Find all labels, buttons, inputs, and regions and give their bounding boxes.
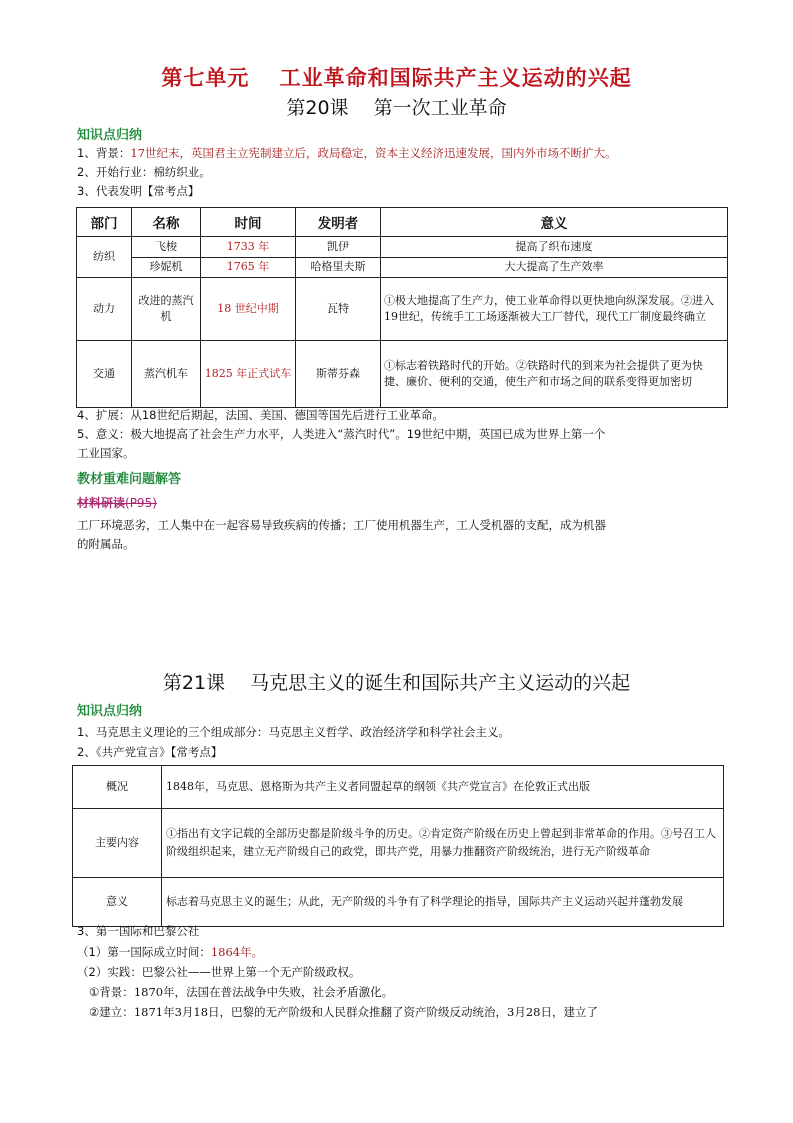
- item3-2a-label: ①背景：: [89, 985, 134, 999]
- cell-time: 1733 年: [201, 237, 296, 258]
- material-reading-page: (P95): [125, 496, 157, 510]
- cell-content: 1848年，马克思、恩格斯为共产主义者同盟起草的纲领《共产党宣言》在伦敦正式出版: [162, 766, 724, 809]
- lesson21-item1-value: 马克思主义哲学、政治经济学和科学社会主义。: [268, 725, 510, 739]
- cell-name: 蒸汽机车: [132, 341, 201, 408]
- cell-dept: 动力: [77, 278, 132, 341]
- cell-meaning: 提高了织布速度: [381, 237, 728, 258]
- material-reading-heading: [77, 494, 157, 511]
- cell-inventor: 斯蒂芬森: [296, 341, 381, 408]
- header-name: 名称: [132, 208, 201, 237]
- cell-inventor: 瓦特: [296, 278, 381, 341]
- header-meaning: 意义: [381, 208, 728, 237]
- lesson21-item3-2a: [89, 983, 749, 1002]
- lesson21-name: 马克思主义的诞生和国际共产主义运动的兴起: [250, 672, 631, 694]
- cell-time: 18 世纪中期: [201, 278, 296, 341]
- table-row: [77, 341, 728, 408]
- lesson20-item1-value: 17世纪末，英国君主立宪制建立后，政局稳定，资本主义经济迅速发展，国内外市场不断扩大。: [130, 146, 617, 160]
- unit-title: 第七单元 工业革命和国际共产主义运动的兴起: [161, 66, 632, 90]
- lesson21-item3-2: （2）实践：巴黎公社——世界上第一个无产阶级政权。: [77, 965, 361, 979]
- lesson20-item5-line2: 工业国家。: [77, 446, 135, 460]
- table-header-row: [77, 208, 728, 237]
- material-reading-label: 材料研读: [77, 496, 126, 510]
- cell-name: 改进的蒸汽机: [132, 278, 201, 341]
- item3-2b-value: 1871年3月18日，巴黎的无产阶级和人民群众推翻了资产阶级反动统治，3月28日，建立了: [133, 1005, 598, 1019]
- table-row: [73, 809, 724, 878]
- lesson21-item3-2b: [89, 1003, 729, 1022]
- cell-dept: 交通: [77, 341, 132, 408]
- lesson21-item2: 2、《共产党宣言》【常考点】: [77, 745, 223, 759]
- lesson20-item2: [77, 163, 737, 182]
- cell-meaning: ①标志着铁路时代的开始。②铁路时代的到来为社会提供了更为快捷、廉价、便利的交通，使生产和市场之间的联系变得更加密切: [381, 341, 728, 408]
- lesson20-item2-label: 2、开始行业：: [77, 165, 154, 179]
- cell-name: 珍妮机: [132, 257, 201, 278]
- lesson21-section-knowledge: 知识点归纳: [77, 704, 143, 719]
- lesson21-item1: [77, 723, 737, 742]
- cell-meaning: ①极大地提高了生产力，使工业革命得以更快地向纵深发展。②进入19世纪，传统手工工场逐渐被大工厂替代，现代工厂制度最终确立: [381, 278, 728, 341]
- table-row: [77, 257, 728, 278]
- answer-line-1: 工厂环境恶劣，工人集中在一起容易导致疾病的传播；工厂使用机器生产，工人受机器的支配，成为机器: [77, 518, 606, 532]
- item3-1-value: 1864年。: [210, 945, 264, 959]
- lesson20-item2-value: 棉纺织业。: [153, 165, 211, 179]
- cell-meaning: 大大提高了生产效率: [381, 257, 728, 278]
- header-time: 时间: [201, 208, 296, 237]
- item3-1-label: （1）第一国际成立时间：: [77, 945, 211, 959]
- lesson21-item3: 3、第一国际和巴黎公社: [77, 924, 200, 938]
- lesson20-number: 第20课: [286, 97, 349, 119]
- lesson20-item1-label: 1、背景：: [77, 146, 131, 160]
- cell-inventor: 哈格里夫斯: [296, 257, 381, 278]
- table-row: [73, 878, 724, 927]
- lesson20-section-answers: 教材重难问题解答: [77, 472, 182, 487]
- inventions-table: [76, 207, 728, 408]
- cell-label: 概况: [73, 766, 162, 809]
- cell-time: 1825 年正式试车: [201, 341, 296, 408]
- lesson21-title: [0, 668, 793, 695]
- lesson21-item3-1: [77, 943, 737, 962]
- cell-label: 意义: [73, 878, 162, 927]
- answer-line-2: 的附属品。: [77, 537, 135, 551]
- item3-2a-value: 1870年，法国在普法战争中失败，社会矛盾激化。: [133, 985, 394, 999]
- manifesto-table: [72, 765, 724, 927]
- lesson21-item1-label: 1、马克思主义理论的三个组成部分：: [77, 725, 269, 739]
- lesson21-number: 第21课: [162, 672, 226, 694]
- lesson20-section-knowledge: 知识点归纳: [77, 128, 143, 143]
- table-row: [77, 278, 728, 341]
- cell-time: 1765 年: [201, 257, 296, 278]
- lesson20-item1: [77, 144, 737, 163]
- cell-label: 主要内容: [73, 809, 162, 878]
- lesson20-title: [0, 93, 793, 120]
- cell-content: ①指出有文字记载的全部历史都是阶级斗争的历史。②肯定资产阶级在历史上曾起到非常革命的作用。③号召工人阶级组织起来，建立无产阶级自己的政党，即共产党，用暴力推翻资产阶级统治，进行无产阶级革命: [162, 809, 724, 878]
- lesson20-item3: 3、代表发明【常考点】: [77, 184, 200, 198]
- header-inventor: 发明者: [296, 208, 381, 237]
- cell-inventor: 凯伊: [296, 237, 381, 258]
- cell-name: 飞梭: [132, 237, 201, 258]
- item3-2b-label: ②建立：: [89, 1005, 134, 1019]
- lesson20-item5-line1: 5、意义：极大地提高了社会生产力水平，人类进入“蒸汽时代”。19世纪中期，英国已成为世界上第一个: [77, 427, 606, 441]
- cell-content: 标志着马克思主义的诞生；从此，无产阶级的斗争有了科学理论的指导，国际共产主义运动兴起并蓬勃发展: [162, 878, 724, 927]
- table-row: [77, 237, 728, 258]
- table-row: [73, 766, 724, 809]
- cell-dept: 纺织: [77, 237, 132, 278]
- header-dept: 部门: [77, 208, 132, 237]
- lesson20-item4: 4、扩展：从18世纪后期起，法国、美国、德国等国先后进行工业革命。: [77, 408, 444, 422]
- lesson20-name: 第一次工业革命: [373, 97, 507, 119]
